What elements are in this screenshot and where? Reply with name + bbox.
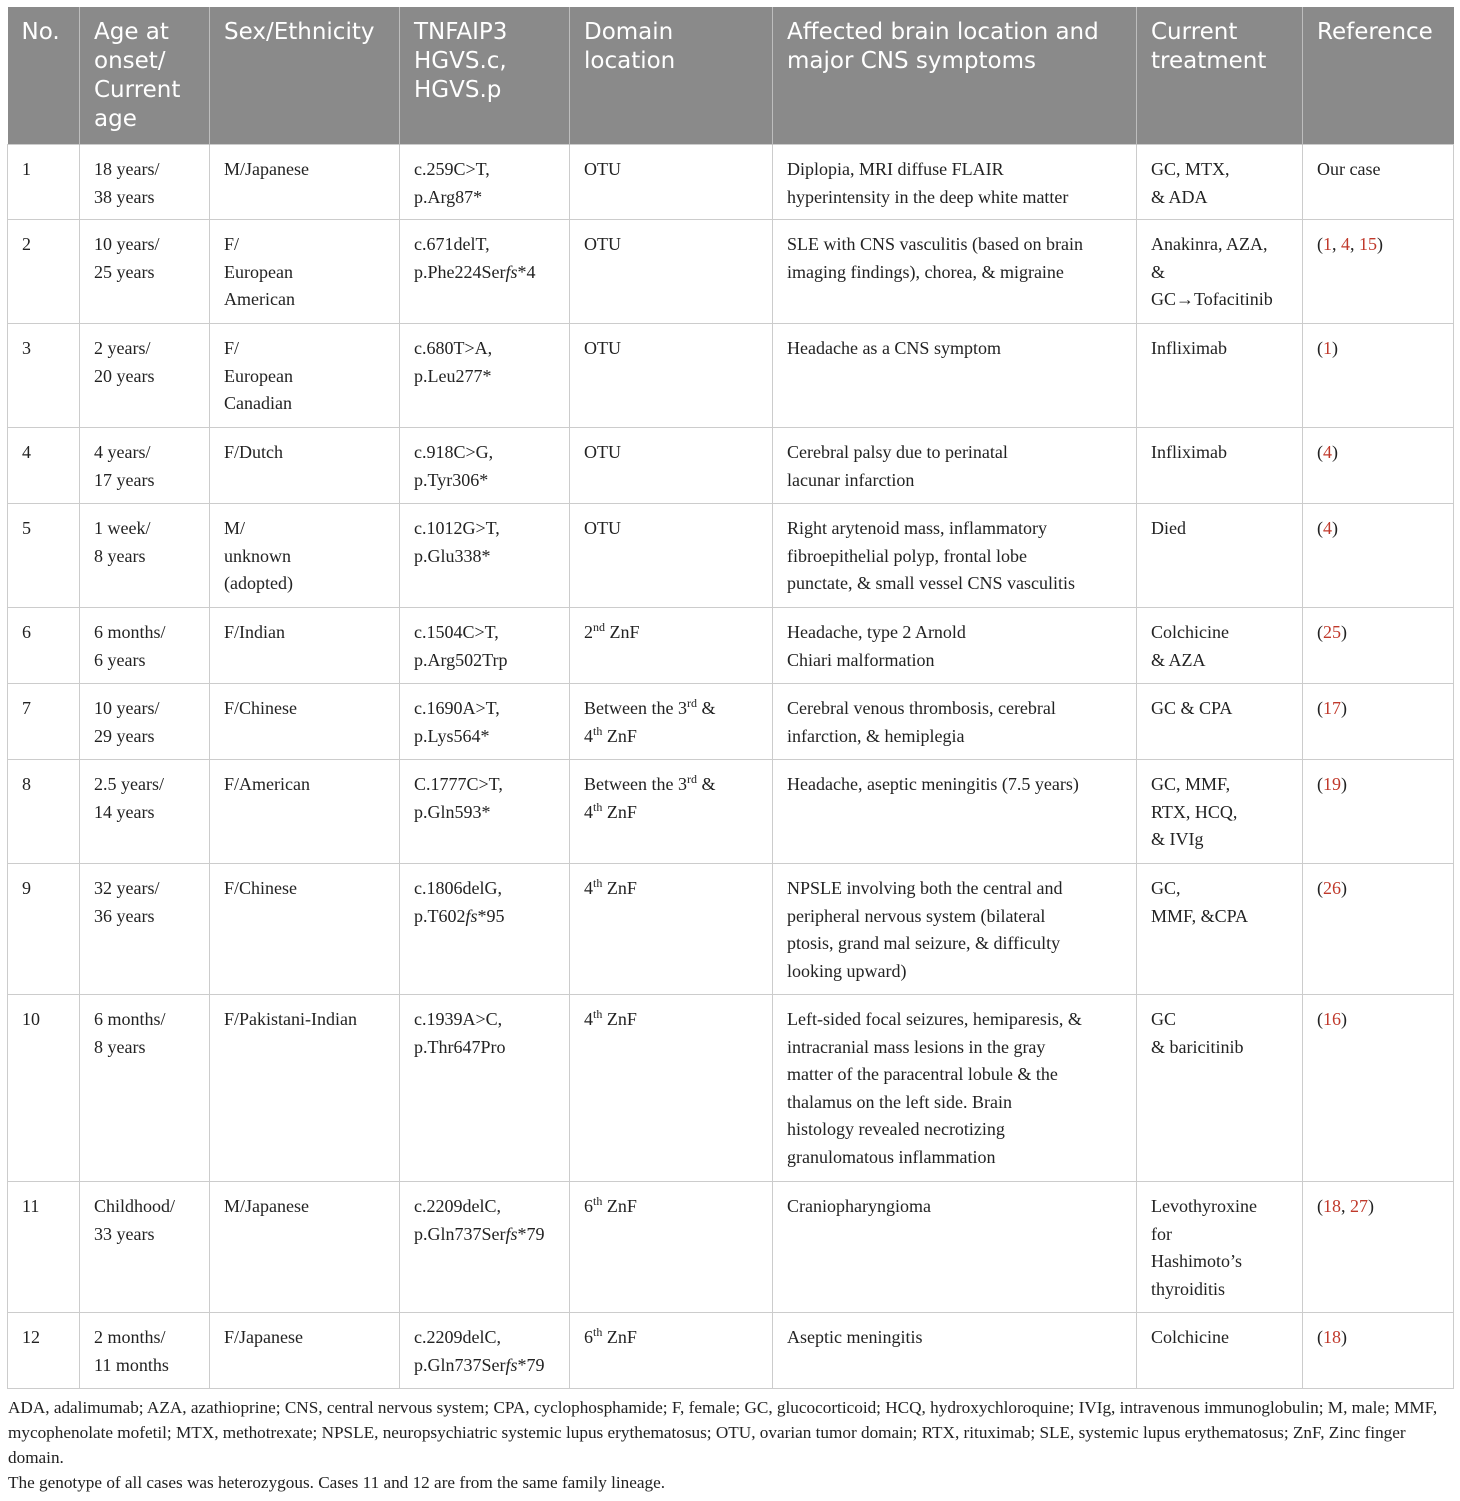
cell-line: F/ xyxy=(224,338,240,358)
reference-cell xyxy=(1303,145,1454,220)
cell-line: ptosis, grand mal seizure, & difficulty xyxy=(787,933,1061,954)
cell-line: M/ xyxy=(224,518,246,538)
reference-cell: (25) xyxy=(1303,608,1454,684)
cell-line: RTX, HCQ, xyxy=(1151,801,1238,822)
cell-line: GC→Tofacitinib xyxy=(1151,289,1273,310)
cell-line: F/Dutch xyxy=(224,442,284,462)
table-row xyxy=(8,504,1454,608)
cell-line: GC & CPA xyxy=(1151,698,1233,718)
cell-line: c.1806delG, xyxy=(414,878,502,898)
age-cell xyxy=(80,428,210,504)
sex-ethnicity-cell xyxy=(210,1182,400,1313)
table-row xyxy=(8,995,1454,1182)
sex-ethnicity-cell xyxy=(210,220,400,324)
domain-location-cell xyxy=(570,864,773,995)
case-number-cell: 12 xyxy=(8,1313,80,1389)
cell-line: unknown xyxy=(224,545,291,566)
cell-line: Headache as a CNS symptom xyxy=(787,338,1001,358)
case-number-cell: 7 xyxy=(8,684,80,760)
reference-cell: (1, 4, 15) xyxy=(1303,220,1454,324)
symptoms-cell xyxy=(773,504,1137,608)
cell-line: peripheral nervous system (bilateral xyxy=(787,905,1046,926)
cell-line: & AZA xyxy=(1151,649,1206,670)
age-cell xyxy=(80,608,210,684)
sex-ethnicity-cell xyxy=(210,504,400,608)
case-number-cell: 3 xyxy=(8,324,80,428)
symptoms-cell xyxy=(773,220,1137,324)
table-row xyxy=(8,684,1454,760)
age-cell xyxy=(80,1313,210,1389)
cell-line: (adopted) xyxy=(224,573,293,594)
cell-line: F/Chinese xyxy=(224,878,298,898)
reference-link[interactable]: 1 xyxy=(1323,338,1332,358)
cell-line: Canadian xyxy=(224,393,292,414)
domain-location-cell xyxy=(570,684,773,760)
treatment-cell xyxy=(1137,760,1303,864)
cell-line: 36 years xyxy=(94,905,155,926)
header-line: TNFAIP3 xyxy=(414,19,508,45)
treatment-cell xyxy=(1137,145,1303,220)
cell-line: 4th ZnF xyxy=(584,799,637,822)
cell-line: & IVIg xyxy=(1151,829,1204,850)
cell-line: & ADA xyxy=(1151,186,1208,207)
cell-line: p.Gln593* xyxy=(414,801,491,822)
header-line: treatment xyxy=(1151,48,1267,74)
table-row xyxy=(8,324,1454,428)
cell-line: infarction, & hemiplegia xyxy=(787,725,965,746)
cell-line: Cerebral venous thrombosis, cerebral xyxy=(787,698,1056,718)
col-no-header xyxy=(8,7,80,145)
domain-location-cell xyxy=(570,608,773,684)
treatment-cell xyxy=(1137,864,1303,995)
header-line: Reference xyxy=(1317,19,1433,45)
header-line: Current xyxy=(1151,19,1238,45)
cell-line: Headache, type 2 Arnold xyxy=(787,622,966,642)
cell-line: 38 years xyxy=(94,186,155,207)
age-cell xyxy=(80,995,210,1182)
reference-cell: (4) xyxy=(1303,504,1454,608)
case-number-cell: 9 xyxy=(8,864,80,995)
case-number-cell: 11 xyxy=(8,1182,80,1313)
sex-ethnicity-cell xyxy=(210,1313,400,1389)
sex-ethnicity-cell xyxy=(210,760,400,864)
cell-line: 6 years xyxy=(94,649,146,670)
header-line: Current xyxy=(94,77,181,103)
cell-line: 25 years xyxy=(94,261,155,282)
cell-line: MMF, &CPA xyxy=(1151,905,1248,926)
table-row xyxy=(8,1313,1454,1389)
cell-line: 4th ZnF xyxy=(584,723,637,746)
cell-line: Infliximab xyxy=(1151,338,1227,358)
age-cell xyxy=(80,504,210,608)
table-row xyxy=(8,608,1454,684)
cell-line: p.Glu338* xyxy=(414,545,491,566)
symptoms-cell xyxy=(773,324,1137,428)
header-line: HGVS.p xyxy=(414,77,502,103)
cell-line: 14 years xyxy=(94,801,155,822)
cell-line: 32 years/ xyxy=(94,878,160,898)
reference-link[interactable]: 4 xyxy=(1323,518,1332,538)
cell-line: p.Tyr306* xyxy=(414,469,489,490)
cell-line: Chiari malformation xyxy=(787,649,935,670)
cell-line: European xyxy=(224,261,293,282)
col-variant-header xyxy=(400,7,570,145)
reference-link[interactable]: 17 xyxy=(1323,698,1341,718)
cell-line: European xyxy=(224,365,293,386)
cell-line: 2 years/ xyxy=(94,338,151,358)
reference-link[interactable]: 4 xyxy=(1341,234,1350,254)
cell-line: Left-sided focal seizures, hemiparesis, & xyxy=(787,1009,1082,1029)
cell-line: & xyxy=(1151,261,1166,282)
cell-line: 6th ZnF xyxy=(584,1194,637,1216)
age-cell xyxy=(80,864,210,995)
cell-line: Cerebral palsy due to perinatal xyxy=(787,442,1008,462)
cell-line: Levothyroxine xyxy=(1151,1196,1257,1216)
cell-line: c.1504C>T, xyxy=(414,622,499,642)
cell-line: Right arytenoid mass, inflammatory xyxy=(787,518,1047,538)
cell-line: c.1012G>T, xyxy=(414,518,500,538)
abbreviations-note: ADA, adalimumab; AZA, azathioprine; CNS, central nervous system; CPA, cyclophosphamide; F, female; GC, glucocorticoid; HCQ, hydroxychloroquine; IVIg, intravenous immunoglobulin; M, male; MMF, mycophenolate mofetil; MTX, methotrexate; NPSLE, neuropsychiatric systemic lupus erythematosus; OTU, ovarian tumor domain; RTX, rituximab; SLE, systemic lupus erythematosus; ZnF, Zinc finger domain. xyxy=(8,1398,1438,1467)
variant-cell xyxy=(400,1313,570,1389)
reference-cell: (16) xyxy=(1303,995,1454,1182)
cell-line: Anakinra, AZA, xyxy=(1151,234,1268,254)
header-line: location xyxy=(584,48,676,74)
sex-ethnicity-cell xyxy=(210,428,400,504)
cell-line: Headache, aseptic meningitis (7.5 years) xyxy=(787,774,1079,794)
cell-line: F/American xyxy=(224,774,310,794)
table-row xyxy=(8,864,1454,995)
cell-line: c.671delT, xyxy=(414,234,490,254)
cell-line: F/Indian xyxy=(224,622,285,642)
cell-line: thyroiditis xyxy=(1151,1278,1226,1299)
domain-location-cell xyxy=(570,1313,773,1389)
cell-line: NPSLE involving both the central and xyxy=(787,878,1063,898)
cell-line: 4th ZnF xyxy=(584,1007,637,1029)
cell-line: intracranial mass lesions in the gray xyxy=(787,1036,1046,1057)
symptoms-cell xyxy=(773,608,1137,684)
cell-line: 6 months/ xyxy=(94,622,166,642)
cell-line: OTU xyxy=(584,518,621,538)
domain-location-cell xyxy=(570,428,773,504)
sex-ethnicity-cell xyxy=(210,145,400,220)
cell-line: granulomatous inflammation xyxy=(787,1146,996,1167)
symptoms-cell xyxy=(773,684,1137,760)
treatment-cell xyxy=(1137,608,1303,684)
variant-cell xyxy=(400,1182,570,1313)
cell-line: 2 months/ xyxy=(94,1327,166,1347)
cell-line: fibroepithelial polyp, frontal lobe xyxy=(787,545,1027,566)
cell-line: p.Gln737Serfs*79 xyxy=(414,1354,545,1375)
table-row xyxy=(8,428,1454,504)
cell-line: 20 years xyxy=(94,365,155,386)
cell-line: 8 years xyxy=(94,545,146,566)
cell-line: Between the 3rd & xyxy=(584,696,716,718)
cell-line: Colchicine xyxy=(1151,1327,1229,1347)
cell-line: hyperintensity in the deep white matter xyxy=(787,186,1069,207)
cell-line: Died xyxy=(1151,518,1186,538)
header-line: Age at xyxy=(94,19,169,45)
case-number-cell: 5 xyxy=(8,504,80,608)
cell-line: 17 years xyxy=(94,469,155,490)
cell-line: M/Japanese xyxy=(224,1196,309,1216)
treatment-cell xyxy=(1137,1182,1303,1313)
reference-link[interactable]: 16 xyxy=(1323,1009,1341,1029)
symptoms-cell xyxy=(773,995,1137,1182)
table-row xyxy=(8,1182,1454,1313)
treatment-cell xyxy=(1137,324,1303,428)
cell-line: F/ xyxy=(224,234,240,254)
case-number-cell: 1 xyxy=(8,145,80,220)
cell-line: American xyxy=(224,289,295,310)
domain-location-cell xyxy=(570,1182,773,1313)
sex-ethnicity-cell xyxy=(210,324,400,428)
sex-ethnicity-cell xyxy=(210,608,400,684)
cell-line: p.Arg87* xyxy=(414,186,483,207)
cell-line: 11 months xyxy=(94,1354,169,1375)
variant-cell xyxy=(400,760,570,864)
cell-line: 1 week/ xyxy=(94,518,151,538)
reference-link[interactable]: 1 xyxy=(1323,234,1332,254)
cell-line: 6 months/ xyxy=(94,1009,166,1029)
sex-ethnicity-cell xyxy=(210,684,400,760)
treatment-cell xyxy=(1137,220,1303,324)
col-treatment-header xyxy=(1137,7,1303,145)
col-reference-header xyxy=(1303,7,1454,145)
table-body xyxy=(8,145,1454,1389)
genotype-note: The genotype of all cases was heterozygous. Cases 11 and 12 are from the same family lineage. xyxy=(8,1473,666,1492)
symptoms-cell xyxy=(773,1313,1137,1389)
variant-cell xyxy=(400,608,570,684)
cell-line: p.T602fs*95 xyxy=(414,905,505,926)
cell-line: c.1690A>T, xyxy=(414,698,500,718)
case-table xyxy=(7,7,1454,1389)
cell-line: c.680T>A, xyxy=(414,338,493,358)
reference-cell: (4) xyxy=(1303,428,1454,504)
col-age-header xyxy=(80,7,210,145)
treatment-cell xyxy=(1137,995,1303,1182)
cell-line: GC, MTX, xyxy=(1151,159,1230,179)
cell-line: 2nd ZnF xyxy=(584,620,640,642)
age-cell xyxy=(80,1182,210,1313)
table-row xyxy=(8,145,1454,220)
cell-line: p.Thr647Pro xyxy=(414,1036,506,1057)
reference-link[interactable]: 27 xyxy=(1350,1196,1368,1216)
cell-line: 29 years xyxy=(94,725,155,746)
header-line: major CNS symptoms xyxy=(787,48,1036,74)
reference-cell: (26) xyxy=(1303,864,1454,995)
cell-line: histology revealed necrotizing xyxy=(787,1119,1005,1140)
cell-line: 2.5 years/ xyxy=(94,774,164,794)
domain-location-cell xyxy=(570,504,773,608)
domain-location-cell xyxy=(570,995,773,1182)
cell-line: c.918C>G, xyxy=(414,442,494,462)
reference-cell: (1) xyxy=(1303,324,1454,428)
variant-cell xyxy=(400,428,570,504)
cell-line: lacunar infarction xyxy=(787,469,915,490)
cell-line: p.Lys564* xyxy=(414,725,490,746)
domain-location-cell xyxy=(570,220,773,324)
cell-line: p.Gln737Serfs*79 xyxy=(414,1223,545,1244)
reference-link[interactable]: 4 xyxy=(1323,442,1332,462)
symptoms-cell xyxy=(773,1182,1137,1313)
cell-line: SLE with CNS vasculitis (based on brain xyxy=(787,234,1083,254)
cell-line: OTU xyxy=(584,234,621,254)
age-cell xyxy=(80,684,210,760)
cell-line: p.Arg502Trp xyxy=(414,649,508,670)
header-line: age xyxy=(94,106,137,132)
cell-line: matter of the paracentral lobule & the xyxy=(787,1064,1058,1085)
cell-line: 8 years xyxy=(94,1036,146,1057)
variant-cell xyxy=(400,684,570,760)
treatment-cell xyxy=(1137,428,1303,504)
col-sex-ethnicity-header xyxy=(210,7,400,145)
header-line: No. xyxy=(21,19,60,45)
variant-cell xyxy=(400,864,570,995)
header-line: Sex/Ethnicity xyxy=(224,19,375,45)
variant-cell xyxy=(400,220,570,324)
reference-cell: (18, 27) xyxy=(1303,1182,1454,1313)
reference-link[interactable]: 19 xyxy=(1323,774,1341,794)
header-row xyxy=(8,7,1454,145)
header-line: Domain xyxy=(584,19,674,45)
col-symptoms-header xyxy=(773,7,1137,145)
cell-line: imaging findings), chorea, & migraine xyxy=(787,261,1064,282)
cell-line: thalamus on the left side. Brain xyxy=(787,1091,1012,1112)
cell-line: C.1777C>T, xyxy=(414,774,503,794)
variant-cell xyxy=(400,995,570,1182)
cell-line: 4 years/ xyxy=(94,442,151,462)
reference-text: Our case xyxy=(1317,159,1381,179)
header-line: onset/ xyxy=(94,48,166,74)
domain-location-cell xyxy=(570,324,773,428)
cell-line: c.2209delC, xyxy=(414,1196,501,1216)
treatment-cell xyxy=(1137,1313,1303,1389)
cell-line: c.2209delC, xyxy=(414,1327,501,1347)
col-domain-header xyxy=(570,7,773,145)
variant-cell xyxy=(400,145,570,220)
cell-line: Diplopia, MRI diffuse FLAIR xyxy=(787,159,1004,179)
sex-ethnicity-cell xyxy=(210,864,400,995)
cell-line: GC xyxy=(1151,1009,1177,1029)
sex-ethnicity-cell xyxy=(210,995,400,1182)
cell-line: GC, xyxy=(1151,878,1181,898)
reference-cell: (18) xyxy=(1303,1313,1454,1389)
cell-line: 33 years xyxy=(94,1223,155,1244)
reference-link[interactable]: 18 xyxy=(1323,1196,1341,1216)
cell-line: 10 years/ xyxy=(94,698,160,718)
cell-line: 18 years/ xyxy=(94,159,160,179)
treatment-cell xyxy=(1137,504,1303,608)
reference-link[interactable]: 18 xyxy=(1323,1327,1341,1347)
cell-line: Infliximab xyxy=(1151,442,1227,462)
cell-line: M/Japanese xyxy=(224,159,309,179)
cell-line: OTU xyxy=(584,338,621,358)
treatment-cell xyxy=(1137,684,1303,760)
cell-line: GC, MMF, xyxy=(1151,774,1231,794)
variant-cell xyxy=(400,324,570,428)
case-number-cell: 4 xyxy=(8,428,80,504)
cell-line: looking upward) xyxy=(787,960,907,981)
cell-line: Aseptic meningitis xyxy=(787,1327,923,1347)
header-line: HGVS.c, xyxy=(414,48,507,74)
case-number-cell: 10 xyxy=(8,995,80,1182)
cell-line: for xyxy=(1151,1223,1172,1244)
reference-link[interactable]: 25 xyxy=(1323,622,1341,642)
cell-line: & baricitinib xyxy=(1151,1036,1244,1057)
case-number-cell: 2 xyxy=(8,220,80,324)
case-number-cell: 8 xyxy=(8,760,80,864)
cell-line: Between the 3rd & xyxy=(584,772,716,794)
cell-line: F/Chinese xyxy=(224,698,298,718)
header-line: Affected brain location and xyxy=(787,19,1099,45)
symptoms-cell xyxy=(773,760,1137,864)
cell-line: 6th ZnF xyxy=(584,1325,637,1347)
domain-location-cell xyxy=(570,145,773,220)
age-cell xyxy=(80,145,210,220)
reference-link[interactable]: 15 xyxy=(1359,234,1377,254)
cell-line: punctate, & small vessel CNS vasculitis xyxy=(787,573,1075,594)
cell-line: 10 years/ xyxy=(94,234,160,254)
table-row xyxy=(8,220,1454,324)
table-row xyxy=(8,760,1454,864)
age-cell xyxy=(80,760,210,864)
age-cell xyxy=(80,324,210,428)
cell-line: F/Pakistani-Indian xyxy=(224,1009,357,1029)
cell-line: c.259C>T, xyxy=(414,159,490,179)
reference-link[interactable]: 26 xyxy=(1323,878,1341,898)
variant-cell xyxy=(400,504,570,608)
cell-line: p.Leu277* xyxy=(414,365,492,386)
table-footnotes xyxy=(8,1395,1456,1495)
reference-cell: (19) xyxy=(1303,760,1454,864)
symptoms-cell xyxy=(773,428,1137,504)
cell-line: p.Phe224Serfs*4 xyxy=(414,261,536,282)
cell-line: Childhood/ xyxy=(94,1196,176,1216)
cell-line: Hashimoto’s xyxy=(1151,1251,1243,1272)
table-header xyxy=(8,7,1454,145)
reference-cell: (17) xyxy=(1303,684,1454,760)
cell-line: OTU xyxy=(584,159,621,179)
domain-location-cell xyxy=(570,760,773,864)
case-number-cell: 6 xyxy=(8,608,80,684)
cell-line: c.1939A>C, xyxy=(414,1009,503,1029)
cell-line: 4th ZnF xyxy=(584,876,637,898)
cell-line: OTU xyxy=(584,442,621,462)
cell-line: F/Japanese xyxy=(224,1327,303,1347)
symptoms-cell xyxy=(773,145,1137,220)
cell-line: Craniopharyngioma xyxy=(787,1196,931,1216)
symptoms-cell xyxy=(773,864,1137,995)
cell-line: Colchicine xyxy=(1151,622,1229,642)
age-cell xyxy=(80,220,210,324)
